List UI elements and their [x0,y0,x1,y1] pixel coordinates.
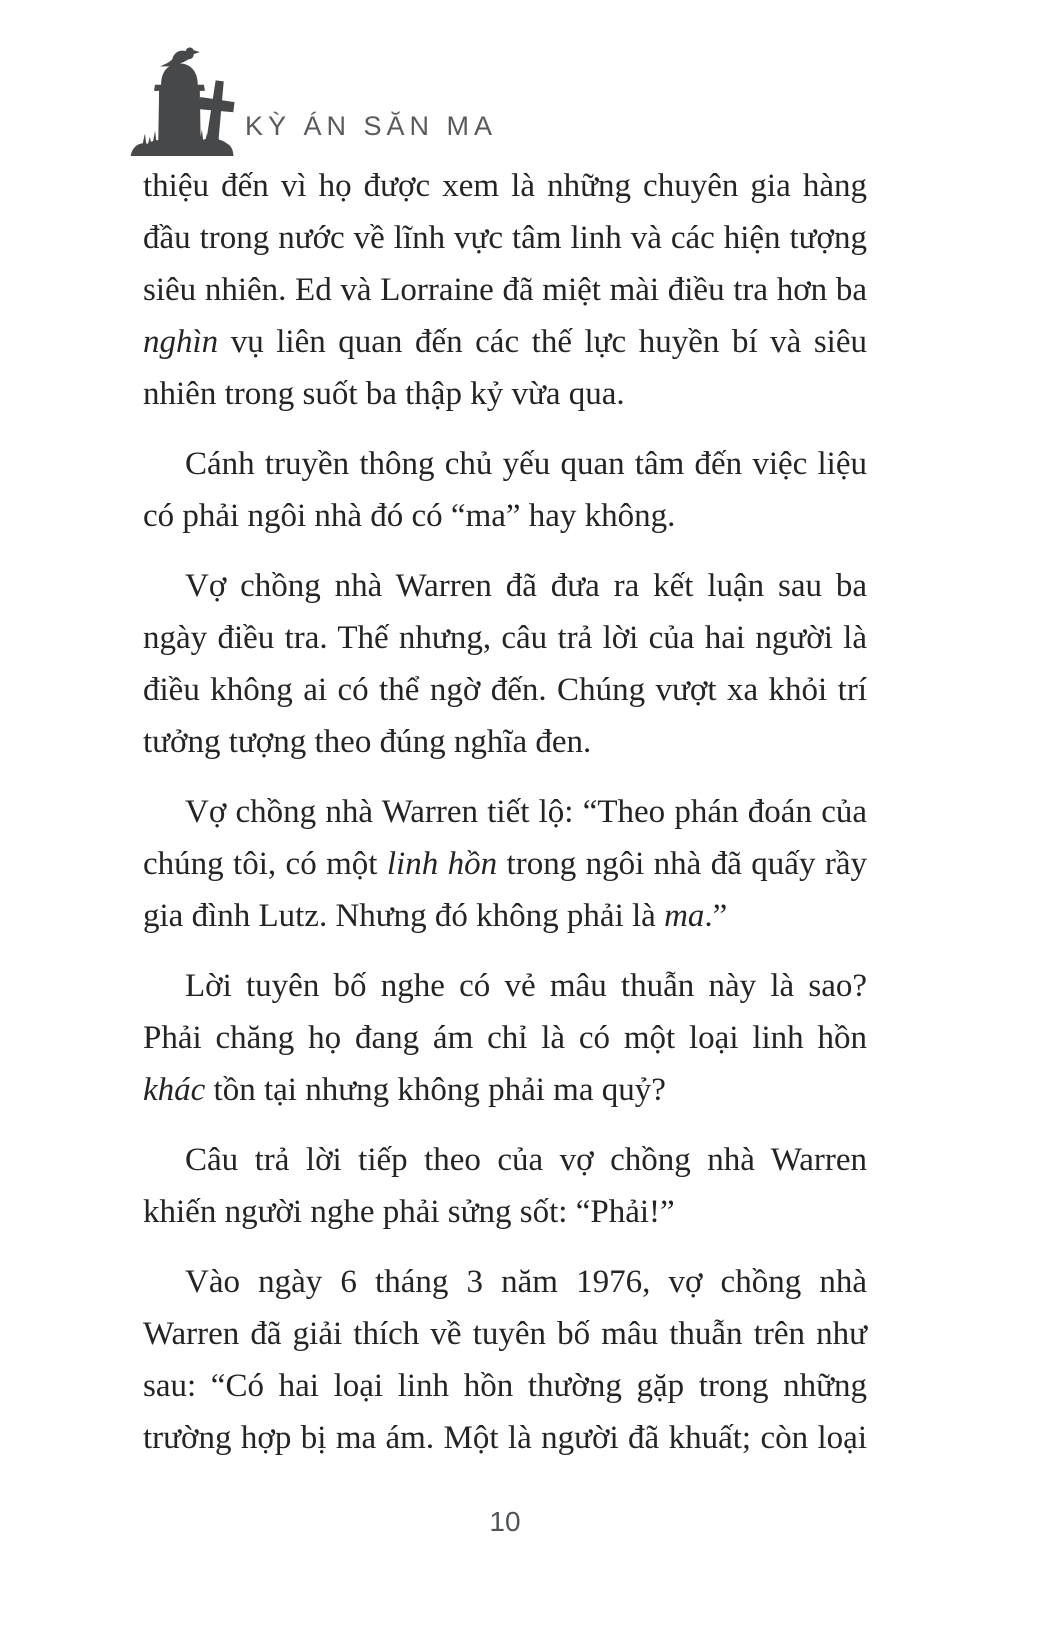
italic-text-run: khác [143,1072,206,1108]
text-run: trong ngôi nhà đã quấy rầy gia đình Lutz. Nhưng đó không phải là [143,846,867,934]
paragraph [143,1134,867,1238]
page-footer [143,1506,867,1538]
text-run: Câu trả lời tiếp theo của vợ chồng nhà Warren khiến người nghe phải sửng sốt: “Phải!” [143,1142,867,1230]
paragraph [143,1256,867,1464]
text-run: Vào ngày 6 tháng 3 năm 1976, vợ chồng nhà Warren đã giải thích về tuyên bố mâu thuẫn trên như sau: “Có hai loại linh hồn thường gặp trong những trường hợp bị ma ám. Một là người đã khuất; còn loại [143,1264,867,1456]
italic-text-run: nghìn [143,324,219,360]
gravestone-crow-cross-logo-icon [127,44,237,156]
page-header [127,44,497,156]
paragraph [143,560,867,768]
text-run: tồn tại nhưng không phải ma quỷ? [205,1072,666,1108]
page-number: 10 [489,1506,521,1537]
paragraph [143,438,867,542]
text-run: Cánh truyền thông chủ yếu quan tâm đến việc liệu có phải ngôi nhà đó có “ma” hay không. [143,446,867,534]
italic-text-run: ma [664,898,705,934]
paragraph [143,160,867,420]
italic-text-run: linh hồn [386,846,498,882]
text-run: thiệu đến vì họ được xem là những chuyên gia hàng đầu trong nước về lĩnh vực tâm linh và các hiện tượng siêu nhiên. Ed và Lorraine đã miệt mài điều tra hơn ba [143,168,867,308]
text-run: vụ liên quan đến các thế lực huyền bí và siêu nhiên trong suốt ba thập kỷ vừa qua. [143,324,867,412]
paragraph [143,960,867,1116]
text-run: Vợ chồng nhà Warren tiết lộ: “Theo phán đoán của chúng tôi, có một [143,794,867,882]
book-title: KỲ ÁN SĂN MA [245,111,498,141]
text-run: Lời tuyên bố nghe có vẻ mâu thuẫn này là sao? Phải chăng họ đang ám chỉ là có một loại linh hồn [143,968,867,1056]
paragraph [143,786,867,942]
text-run: .” [704,898,728,934]
body-text [143,160,867,1482]
text-run: Vợ chồng nhà Warren đã đưa ra kết luận sau ba ngày điều tra. Thế nhưng, câu trả lời của hai người là điều không ai có thể ngờ đến. Chúng vượt xa khỏi trí tưởng tượng theo đúng nghĩa đen. [143,568,867,760]
